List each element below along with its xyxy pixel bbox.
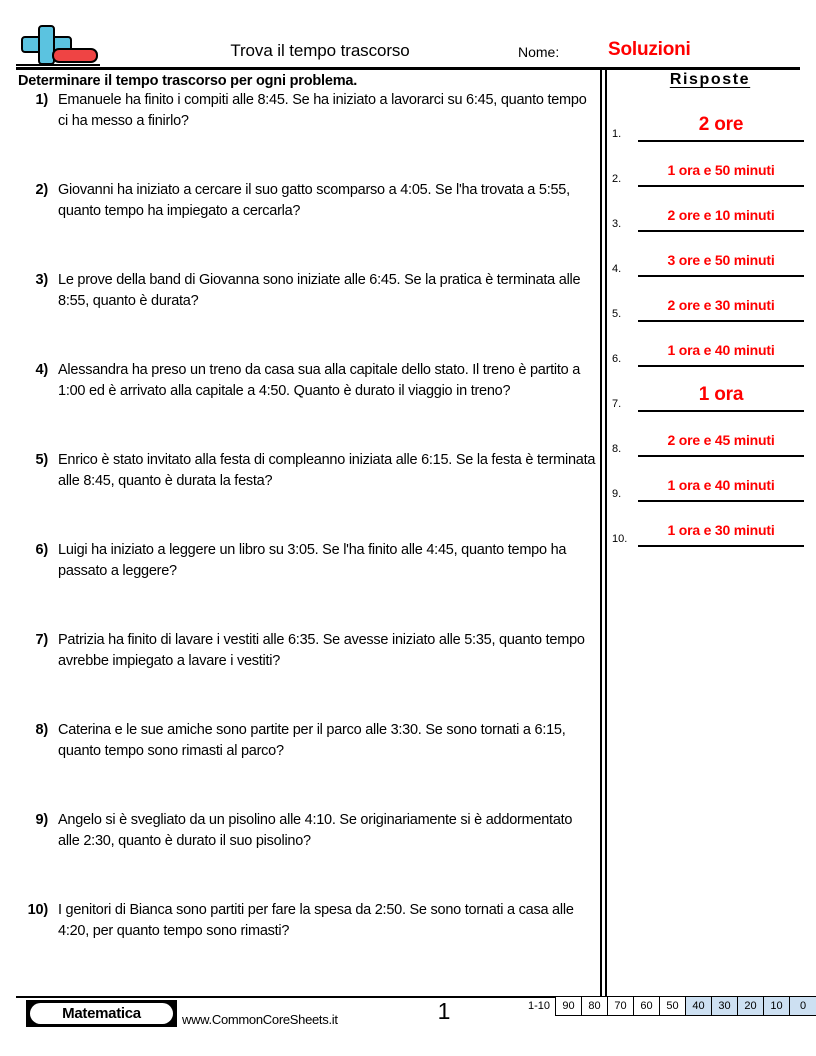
answer-row — [612, 292, 808, 337]
answer-number: 9. — [612, 488, 622, 500]
problem-text: Le prove della band di Giovanna sono iniziate alle 6:45. Se la pratica è terminata alle 8:55, quanto è durata? — [58, 272, 581, 309]
answer-value: 1 ora e 30 minuti — [667, 522, 775, 538]
grading-scale-cell: 20 — [738, 997, 764, 1015]
answer-value: 1 ora e 40 minuti — [667, 342, 775, 358]
grading-scale-cell: 0 — [790, 997, 816, 1015]
answer-number: 3. — [612, 218, 622, 230]
answer-number: 10. — [612, 533, 628, 545]
problem-text: Giovanni ha iniziato a cercare il suo gatto scomparso a 4:05. Se l'ha trovata a 5:55, quanto tempo ha impiegato a cercarla? — [58, 182, 570, 219]
answer-blank — [638, 247, 804, 277]
grading-scale-cell: 90 — [556, 997, 582, 1015]
problem-text: Enrico è stato invitato alla festa di compleanno iniziata alle 6:15. Se la festa è terminata alle 8:45, quanto è durata la festa? — [58, 452, 596, 489]
answer-blank — [638, 337, 804, 367]
page-number: 1 — [437, 998, 451, 1024]
problem-text: Caterina e le sue amiche sono partite per il parco alle 3:30. Se sono tornati a 6:15, quanto tempo sono rimasti al parco? — [58, 722, 566, 759]
answer-row — [612, 427, 808, 472]
answer-value: 1 ora — [698, 384, 744, 405]
answer-list — [612, 112, 808, 562]
plus-minus-logo-icon — [16, 24, 100, 68]
answer-row — [612, 202, 808, 247]
answer-row — [612, 112, 808, 157]
problem-list — [18, 90, 596, 990]
problem-text: Angelo si è svegliato da un pisolino alle 4:10. Se originariamente si è addormentato alle 2:30, quanto è durato il suo pisolino? — [58, 812, 573, 849]
grading-scale-range: 1-10 — [528, 1000, 551, 1012]
divider-line-left — [600, 68, 602, 997]
answer-blank — [638, 472, 804, 502]
brand-pill — [30, 1003, 173, 1024]
answer-row — [612, 247, 808, 292]
grading-scale-cells — [555, 996, 816, 1016]
problem-item — [18, 450, 596, 540]
grading-scale — [528, 996, 816, 1016]
grading-scale-cell: 50 — [660, 997, 686, 1015]
answer-number: 4. — [612, 263, 622, 275]
answer-value: 3 ore e 50 minuti — [667, 252, 775, 268]
grading-scale-cell: 40 — [686, 997, 712, 1015]
divider-line-right — [605, 68, 607, 997]
answer-blank — [638, 112, 804, 142]
answer-row — [612, 472, 808, 517]
problem-text: Luigi ha iniziato a leggere un libro su 3:05. Se l'ha finito alle 4:45, quanto tempo ha passato a leggere? — [58, 542, 567, 579]
header-divider-rule — [16, 67, 800, 70]
page-title: Trova il tempo trascorso — [230, 41, 410, 60]
answer-row — [612, 517, 808, 562]
problem-number: 10) — [27, 902, 48, 918]
problem-number: 1) — [35, 92, 48, 108]
answer-number: 8. — [612, 443, 622, 455]
problem-item — [18, 810, 596, 900]
answer-blank — [638, 292, 804, 322]
answer-blank — [638, 427, 804, 457]
answer-value: 1 ora e 40 minuti — [667, 477, 775, 493]
problem-number: 3) — [35, 272, 48, 288]
problem-number: 4) — [35, 362, 48, 378]
answers-heading: Risposte — [669, 71, 751, 88]
answer-value: 2 ore e 45 minuti — [667, 432, 775, 448]
answer-row — [612, 157, 808, 202]
answer-value: 2 ore e 10 minuti — [667, 207, 775, 223]
problem-number: 8) — [35, 722, 48, 738]
problem-item — [18, 540, 596, 630]
answer-value: 2 ore — [698, 114, 744, 135]
problem-item — [18, 180, 596, 270]
problem-item — [18, 900, 596, 990]
problem-number: 5) — [35, 452, 48, 468]
problem-text: Patrizia ha finito di lavare i vestiti alle 6:35. Se avesse iniziato alle 5:35, quanto tempo avrebbe impiegato a lavare i vestiti? — [58, 632, 585, 669]
problem-item — [18, 720, 596, 810]
answer-value: 1 ora e 50 minuti — [667, 162, 775, 178]
grading-scale-cell: 70 — [608, 997, 634, 1015]
instructions-text: Determinare il tempo trascorso per ogni problema. — [18, 73, 358, 89]
logo-minus-bar — [52, 48, 98, 63]
answer-number: 2. — [612, 173, 622, 185]
problem-number: 6) — [35, 542, 48, 558]
problem-item — [18, 360, 596, 450]
page-header — [0, 0, 816, 70]
problem-number: 7) — [35, 632, 48, 648]
answer-number: 6. — [612, 353, 622, 365]
problem-text: Alessandra ha preso un treno da casa sua alla capitale dello stato. Il treno è partito a 1:00 ed è arrivato alla capitale a 4:50. Quanto è durato il viaggio in treno? — [58, 362, 581, 399]
problem-item — [18, 90, 596, 180]
answer-number: 5. — [612, 308, 622, 320]
problem-item — [18, 270, 596, 360]
answer-blank — [638, 382, 804, 412]
answer-blank — [638, 517, 804, 547]
column-divider — [600, 68, 607, 997]
logo-baseline — [16, 64, 100, 66]
answer-value: 2 ore e 30 minuti — [667, 297, 775, 313]
grading-scale-cell: 30 — [712, 997, 738, 1015]
problem-number: 9) — [35, 812, 48, 828]
answer-row — [612, 337, 808, 382]
problem-text: Emanuele ha finito i compiti alle 8:45. Se ha iniziato a lavorarci su 6:45, quanto tempo ci ha messo a finirlo? — [58, 92, 587, 129]
problem-text: I genitori di Bianca sono partiti per fare la spesa da 2:50. Se sono tornati a casa alle 4:20, per quanto tempo sono rimasti? — [58, 902, 574, 939]
grading-scale-cell: 80 — [582, 997, 608, 1015]
grading-scale-cell: 60 — [634, 997, 660, 1015]
problem-number: 2) — [35, 182, 48, 198]
answer-blank — [638, 202, 804, 232]
answer-number: 1. — [612, 128, 622, 140]
name-value: Soluzioni — [608, 39, 691, 60]
answer-number: 7. — [612, 398, 622, 410]
answer-blank — [638, 157, 804, 187]
logo-plus-center — [40, 38, 53, 51]
brand-label: Matematica — [62, 1005, 141, 1022]
brand-badge — [26, 1000, 177, 1027]
answer-row — [612, 382, 808, 427]
grading-scale-cell: 10 — [764, 997, 790, 1015]
problem-item — [18, 630, 596, 720]
site-url: www.CommonCoreSheets.it — [182, 1012, 338, 1027]
name-label: Nome: — [518, 44, 560, 60]
